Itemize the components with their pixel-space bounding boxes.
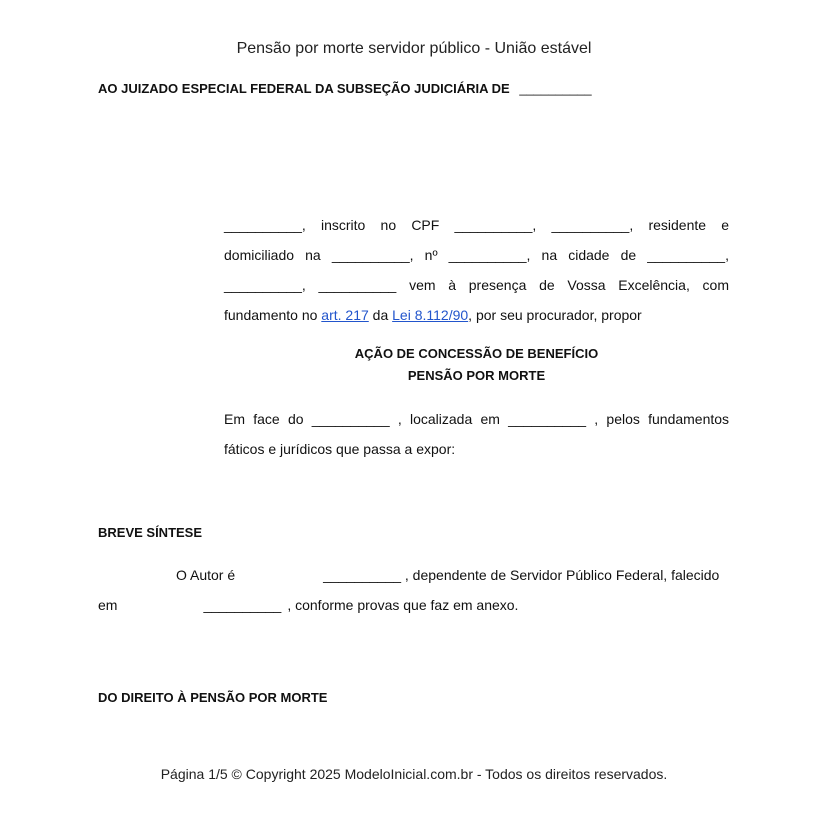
intro-line-2: fáticos e jurídicos que passa a expor: [224, 441, 456, 457]
text-token: em [98, 597, 118, 613]
document-header-title: Pensão por morte servidor público - União estável [236, 40, 592, 57]
text-token: __________, [224, 217, 306, 233]
qualification-line-4 [224, 300, 729, 330]
qualification-line-1 [224, 210, 729, 240]
page-footer: Página 1/5 © Copyright 2025 ModeloInicial.com.br - Todos os direitos reservados. [160, 766, 668, 782]
intro-paragraph [224, 404, 729, 464]
summary-paragraph [98, 560, 729, 620]
text-token: da [368, 307, 393, 323]
text-token: localizada [409, 411, 473, 427]
text-token: Vossa [567, 277, 606, 293]
text-token: , [594, 411, 599, 427]
text-token: __________, [224, 277, 306, 293]
text-token: no [380, 217, 397, 233]
section-heading-breve-sintese: BREVE SÍNTESE [98, 525, 203, 540]
text-token: na [305, 247, 321, 263]
text-token: , [397, 411, 402, 427]
court-addressing [98, 81, 592, 96]
action-title-line-2: PENSÃO POR MORTE [407, 368, 546, 383]
text-token: de [620, 247, 637, 263]
qualification-line-3 [224, 270, 729, 300]
lei-8112-link[interactable]: Lei 8.112/90 [392, 307, 469, 323]
text-token: nº [424, 247, 438, 263]
text-token: Excelência, [618, 277, 690, 293]
text-token: __________ [311, 411, 390, 427]
text-token: O Autor é [176, 567, 236, 583]
intro-line-1 [224, 404, 729, 434]
text-token: CPF [411, 217, 440, 233]
text-token: __________ [508, 411, 587, 427]
text-token: __________ [203, 597, 282, 613]
text-token: face [253, 411, 280, 427]
text-token: do [287, 411, 304, 427]
text-token: domiciliado [224, 247, 295, 263]
qualification-paragraph [224, 210, 729, 330]
text-token: __________ , dependente de Servidor Público Federal, falecido [323, 567, 720, 583]
text-token: na [541, 247, 558, 263]
text-token: de [539, 277, 555, 293]
summary-line-1 [98, 560, 729, 590]
text-token: __________, [448, 247, 531, 263]
text-token: pelos [606, 411, 640, 427]
text-token: à [448, 277, 457, 293]
text-token: cidade [568, 247, 610, 263]
art-217-link[interactable]: art. 217 [321, 307, 369, 323]
action-title-line-1: AÇÃO DE CONCESSÃO DE BENEFÍCIO [354, 346, 599, 361]
court-label: AO JUIZADO ESPECIAL FEDERAL DA SUBSEÇÃO JUDICIÁRIA DE [98, 81, 510, 96]
text-token: Em [224, 411, 245, 427]
text-token: __________ [318, 277, 397, 293]
text-token: presença [468, 277, 527, 293]
text-token: residente [648, 217, 707, 233]
section-heading-direito-pensao: DO DIREITO À PENSÃO POR MORTE [98, 690, 328, 705]
text-token: com [702, 277, 729, 293]
text-token: __________, [551, 217, 634, 233]
text-token: e [721, 217, 730, 233]
text-token: , por seu procurador, propor [468, 307, 642, 323]
text-token: vem [409, 277, 436, 293]
text-token: inscrito [320, 217, 366, 233]
text-token: __________, [454, 217, 537, 233]
qualification-line-2 [224, 240, 729, 270]
court-blank: __________ [519, 81, 592, 96]
text-token: __________, [647, 247, 729, 263]
text-token: fundamento no [224, 307, 322, 323]
text-token: em [480, 411, 500, 427]
text-token: , conforme provas que faz em anexo. [287, 597, 519, 613]
summary-line-2 [98, 590, 729, 620]
text-token: __________, [331, 247, 414, 263]
text-token: fundamentos [648, 411, 730, 427]
